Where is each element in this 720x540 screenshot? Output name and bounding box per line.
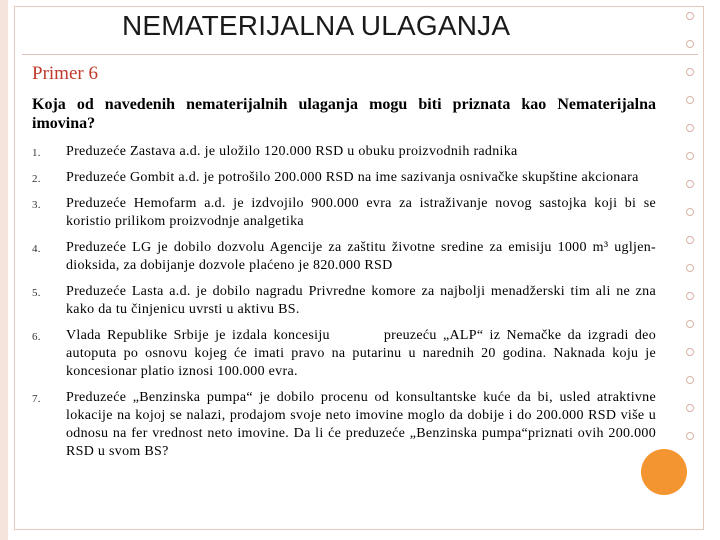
- decorative-circle: [641, 449, 687, 495]
- item-text: [66, 327, 656, 381]
- title-divider: [22, 54, 698, 55]
- item-text: Preduzeće Gombit a.d. je potrošilo 200.000 RSD na ime sazivanja osnivačke skupštine akcionara: [66, 170, 639, 185]
- list-item: [32, 239, 656, 275]
- item-number: 6.: [32, 331, 41, 343]
- item-number: 5.: [32, 287, 41, 299]
- list-item: [32, 327, 656, 381]
- slide-title: NEMATERIJALNA ULAGANJA: [122, 10, 511, 41]
- item-text-part-b: preuzeću „ALP“ iz Nemačke da izgradi deo autoputa po osnovu kojeg će imati pravo na putarinu u narednih 20 godina. Naknada koju je koncesionar platio iznosi 100.000 evra.: [66, 328, 656, 379]
- item-list: [32, 143, 656, 469]
- item-number: 2.: [32, 173, 41, 185]
- list-item: [32, 169, 656, 187]
- question-text: Koja od navedenih nematerijalnih ulaganja mogu biti priznata kao Nematerijalna imovina?: [32, 96, 656, 132]
- item-text: Preduzeće Lasta a.d. je dobilo nagradu Privredne komore za najbolji menadžerski tim ali ne zna kako da tu činjenicu uvrsti u aktivu BS.: [66, 284, 656, 317]
- list-item: [32, 195, 656, 231]
- item-text: Preduzeće Hemofarm a.d. je izdvojilo 900.000 evra za istraživanje novog sastojka koji bi se koristio prilikom proizvodnje analgetika: [66, 196, 656, 229]
- item-number: 4.: [32, 243, 41, 255]
- list-item: [32, 389, 656, 461]
- left-decor-strip: [0, 0, 8, 540]
- item-text: Preduzeće LG je dobilo dozvolu Agencije za zaštitu životne sredine za emisiju 1000 m³ ugljen-dioksida, za dobijanje dozvole plaćeno je 820.000 RSD: [66, 240, 656, 273]
- item-number: 7.: [32, 393, 41, 405]
- item-number: 3.: [32, 199, 41, 211]
- item-text: Preduzeće Zastava a.d. je uložilo 120.000 RSD u obuku proizvodnih radnika: [66, 144, 518, 159]
- item-text-part-a: Vlada Republike Srbije je izdala koncesiju: [66, 328, 330, 343]
- item-number: 1.: [32, 147, 41, 159]
- list-item: [32, 143, 656, 161]
- slide-subtitle: Primer 6: [32, 63, 98, 84]
- item-text: Preduzeće „Benzinska pumpa“ je dobilo procenu od konsultantske kuće da bi, usled atraktivne lokacije na kojoj se nalazi, prodajom svoje neto imovine moglo da dobije i do 200.000 RSD više u odnosu na fer vrednost neto imovine. Da li će preduzeće „Benzinska pumpa“priznati ovih 200.000 RSD u svom BS?: [66, 390, 656, 459]
- list-item: [32, 283, 656, 319]
- binder-rings: [680, 0, 720, 540]
